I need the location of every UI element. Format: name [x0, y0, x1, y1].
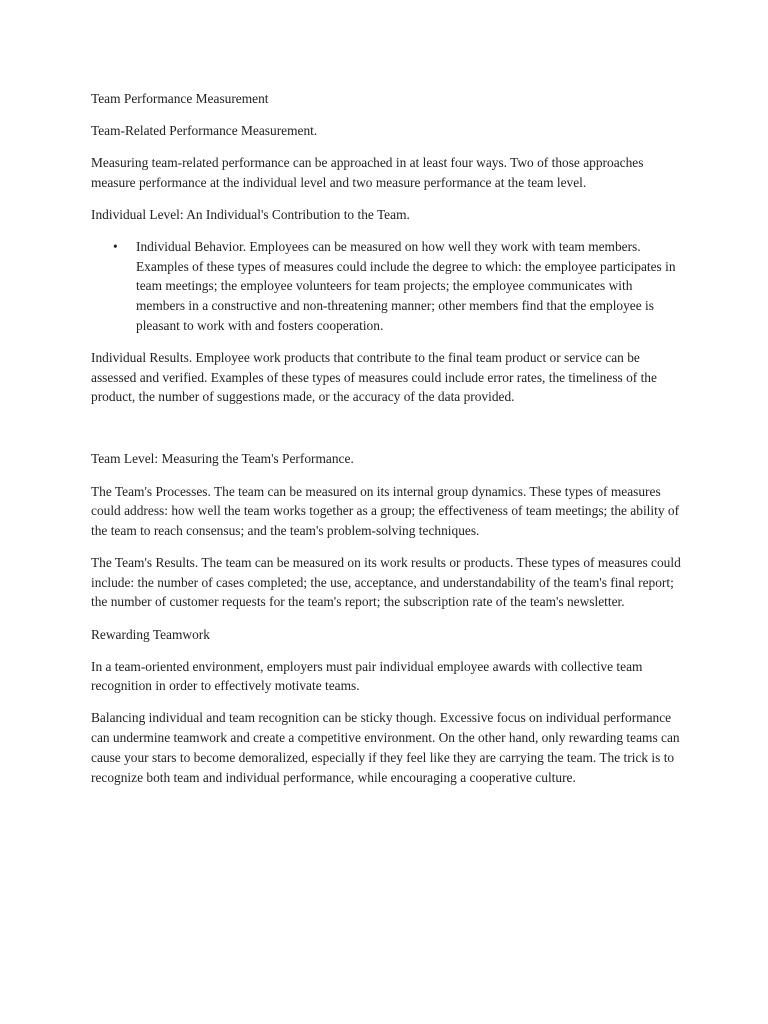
individual-results-paragraph: Individual Results. Employee work products that contribute to the final team product or service can be assessed and verified. Examples of these types of measures could include error rates, the timeliness of the product, the number of suggestions made, or the accuracy of the data provided. [91, 349, 657, 405]
intro-paragraph: Measuring team-related performance can be approached in at least four ways. Two of those approaches measure performance at the individual level and two measure performance at the team level. [91, 155, 644, 190]
section-heading-team-level: Team Level: Measuring the Team's Performance. [91, 451, 354, 467]
bullet-icon: • [113, 239, 118, 255]
section-heading-individual-level: Individual Level: An Individual's Contribution to the Team. [91, 206, 410, 222]
team-results-paragraph: The Team's Results. The team can be measured on its work results or products. These types of measures could include: the number of cases completed; the use, acceptance, and understandability of the team's final report; the number of customer requests for the team's report; the subscription rate of the team's newsletter. [91, 555, 681, 610]
rewarding-paragraph-1: In a team-oriented environment, employers must pair individual employee awards with collective team recognition in order to effectively motivate teams. [91, 658, 643, 694]
team-processes-paragraph: The Team's Processes. The team can be measured on its internal group dynamics. These types of measures could address: how well the team works together as a group; the effectiveness of team meetings; the ability of the team to reach consensus; and the team's problem-solving techniques. [91, 483, 680, 538]
paragraph-spacer [91, 419, 681, 449]
list-item [91, 237, 681, 336]
rewarding-paragraph-2: Balancing individual and team recognition can be sticky though. Excessive focus on individual performance can undermine teamwork and create a competitive environment. On the other hand, only rewarding teams can cause your stars to become demoralized, especially if they feel like they are carrying the team. The trick is to recognize both team and individual performance, while encouraging a cooperative culture. [91, 710, 680, 785]
document-body [91, 89, 681, 800]
individual-level-bullet-list [91, 237, 681, 336]
document-title: Team Performance Measurement [91, 91, 269, 106]
section-heading-rewarding-teamwork: Rewarding Teamwork [91, 626, 210, 642]
individual-behavior-text: Individual Behavior. Employees can be measured on how well they work with team members. Examples of these types of measures could include the degree to which: the employee participates in team meetings; the employee volunteers for team projects; the employee communicates with members in a constructive and non-threatening manner; other members find that the employee is pleasant to work with and fosters cooperation. [136, 239, 676, 333]
section-heading-team-related: Team-Related Performance Measurement. [91, 123, 318, 139]
